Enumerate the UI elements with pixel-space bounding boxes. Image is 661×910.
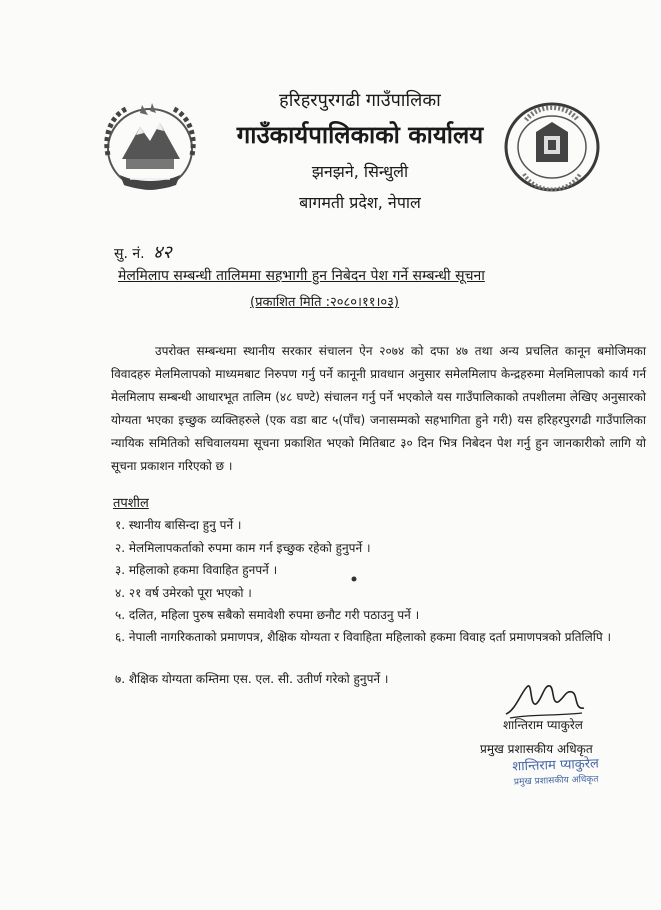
reference-label: सु. नं. — [114, 246, 145, 262]
published-date: (प्रकाशित मिति :२०८०।११।०३) — [250, 295, 400, 310]
signatory-stamp — [499, 756, 612, 796]
details-item: २. मेलमिलापकर्ताको रुपमा काम गर्न इच्छुक रहेको हुनुपर्ने । — [115, 541, 371, 555]
details-item: ५. दलित, महिला पुरुष सबैको समावेशी रुपमा छनौट गरी पठाउनु पर्ने । — [115, 608, 420, 622]
province-country: बागमती प्रदेश, नेपाल — [299, 193, 421, 212]
notice-body — [111, 340, 646, 478]
ink-spot — [350, 575, 358, 583]
details-item: ४. २१ वर्ष उमेरको पूरा भएको । — [115, 586, 252, 600]
signatory-title: प्रमुख प्रशासकीय अधिकृत — [480, 742, 593, 756]
notice-subject: मेलमिलाप सम्बन्धी तालिममा सहभागी हुन निबेदन पेश गर्ने सम्बन्धी सूचना — [118, 268, 485, 284]
signatory-name: शान्तिराम प्याकुरेल — [503, 718, 583, 732]
notice-body-text: उपरोक्त सम्बन्धमा स्थानीय सरकार संचालन ऐन २०७४ को दफा ४७ तथा अन्य प्रचलित कानून बमोजिमका विवादहरु मेलमिलापको माध्यमबाट निरुपण गर्नु पर्ने कानूनी प्रावधान अनुसार समेलमिलाप केन्द्रहरुमा मेलमिलापको कार्य गर्न मेलमिलाप सम्बन्धी आधारभूत तालिम (४८ घण्टे) संचालन गर्नु पर्ने भएकोले यस गाउँपालिकाको तपशीलमा लेखिए अनुसारको योग्यता भएका इच्छुक व्यक्तिहरुले (एक वडा बाट ५(पाँच) जनासम्मको सहभागिता हुने गरी) यस हरिहरपुरगढी गाउँपालिका न्यायिक समितिको सचिवालयमा सूचना प्रकाशित भएको मितिबाट ३० दिन भित्र निबेदन पेश गर्नु हुन जानकारीको लागि यो सूचना प्रकाशन गरिएको छ । — [111, 344, 646, 473]
municipality-name: हरिहरपुरगढी गाउँपालिका — [279, 90, 441, 111]
stamp-title: प्रमुख प्रशासकीय अधिकृत — [513, 774, 599, 788]
reference-number — [114, 240, 172, 264]
office-location: झनझने, सिन्धुली — [311, 162, 409, 181]
details-item: १. स्थानीय बासिन्दा हुनु पर्ने । — [115, 518, 242, 532]
office-name: गाउँकार्यपालिकाको कार्यालय — [236, 121, 484, 149]
details-item: ३. महिलाको हकमा विवाहित हुनपर्ने । — [115, 563, 278, 577]
details-item: ६. नेपाली नागरिकताको प्रमाणपत्र, शैक्षिक योग्यता र विवाहिता महिलाको हकमा विवाह दर्ता प्रमाणपत्रको प्रतिलिपि । — [115, 630, 612, 644]
details-item: ७. शैक्षिक योग्यता कम्तिमा एस. एल. सी. उतीर्ण गरेको हुनुपर्ने । — [115, 672, 389, 686]
stamp-name: शान्तिराम प्याकुरेल — [512, 756, 600, 775]
reference-value: ४२ — [153, 242, 172, 263]
details-heading: तपशील — [113, 496, 149, 511]
